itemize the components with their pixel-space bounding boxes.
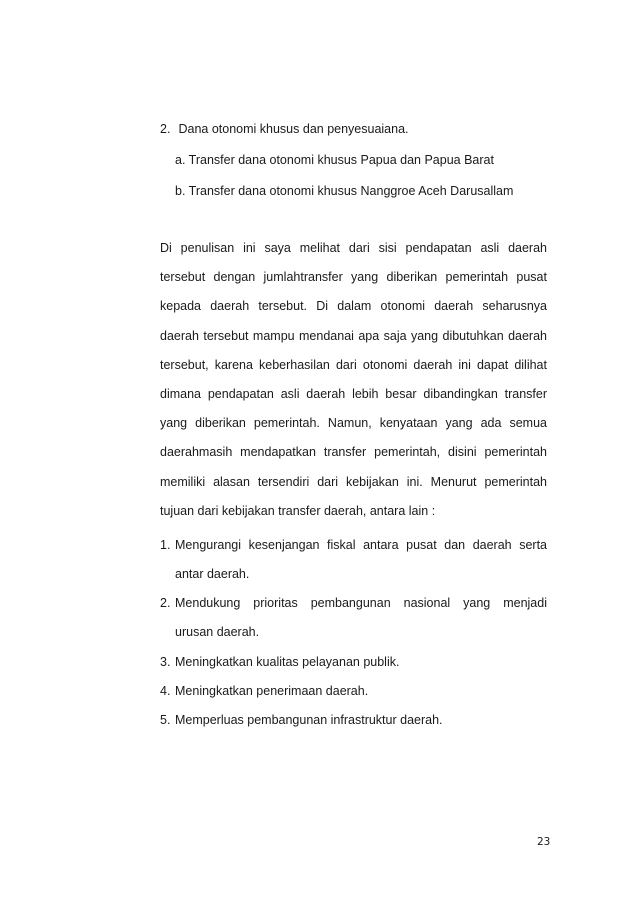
goal-item-3 — [160, 655, 547, 669]
list-number: 5. — [160, 713, 171, 727]
list-number: 1. — [160, 538, 171, 552]
list-text: Dana otonomi khusus dan penyesuaiana. — [178, 122, 409, 136]
goal-item-5 — [160, 713, 547, 727]
list-text: Meningkatkan kualitas pelayanan publik. — [175, 655, 400, 669]
list-number: 2. — [160, 122, 171, 136]
list-text: Mengurangi kesenjangan fiskal antara pusat dan daerah serta — [175, 538, 547, 552]
list-text: Memperluas pembangunan infrastruktur daerah. — [175, 713, 443, 727]
intro-list-item-2 — [160, 122, 409, 136]
goal-item-4 — [160, 684, 547, 698]
goal-item-1 — [160, 538, 547, 552]
intro-sub-item-a: a. Transfer dana otonomi khusus Papua dan Papua Barat — [175, 153, 494, 167]
goal-item-2-continuation: urusan daerah. — [175, 625, 260, 639]
list-number: 4. — [160, 684, 171, 698]
list-number: 3. — [160, 655, 171, 669]
page-number: 23 — [537, 836, 551, 848]
list-text: Mendukung prioritas pembangunan nasional yang menjadi — [175, 596, 547, 610]
body-paragraph: Di penulisan ini saya melihat dari sisi pendapatan asli daerah tersebut dengan jumlahtransfer yang diberikan pemerintah pusat kepada daerah tersebut. Di dalam otonomi daerah seharusnya daerah tersebut mampu mendanai apa saja yang dibutuhkan daerah tersebut, karena keberhasilan dari otonomi daerah ini dapat dilihat dimana pendapatan asli daerah lebih besar dibandingkan transfer yang diberikan pemerintah. Namun, kenyataan yang ada semua daerahmasih mendapatkan transfer pemerintah, disini pemerintah memiliki alasan tersendiri dari kebijakan ini. Menurut pemerintah tujuan dari kebijakan transfer daerah, antara lain : — [160, 241, 547, 518]
goal-item-2 — [160, 596, 547, 610]
intro-sub-item-b: b. Transfer dana otonomi khusus Nanggroe Aceh Darusallam — [175, 184, 514, 198]
goal-item-1-continuation: antar daerah. — [175, 567, 250, 581]
list-text: Meningkatkan penerimaan daerah. — [175, 684, 369, 698]
list-number: 2. — [160, 596, 171, 610]
